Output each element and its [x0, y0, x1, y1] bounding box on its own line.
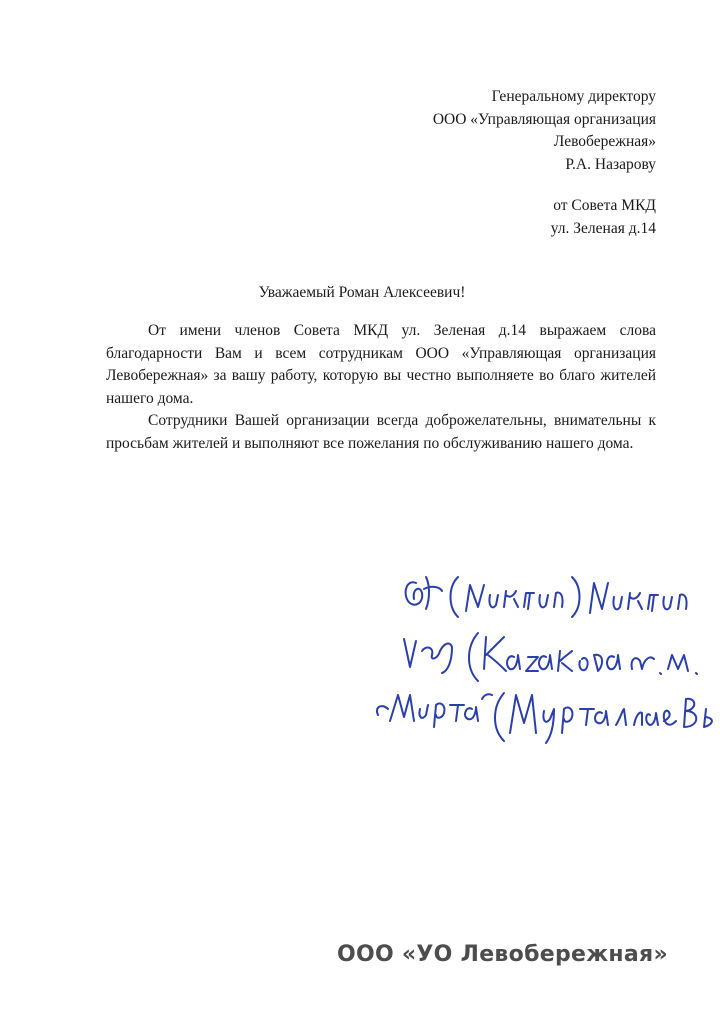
signature-mark	[406, 577, 442, 609]
signature-paren	[451, 577, 459, 617]
company-footer: ООО «УО Левобережная»	[336, 942, 668, 967]
handwritten-signatures	[368, 555, 724, 755]
signature-paren	[495, 693, 504, 741]
greeting: Уважаемый Роман Алексеевич!	[258, 284, 466, 301]
sender-line: ул. Зеленая д.14	[550, 219, 656, 237]
signatures-drawing	[368, 555, 724, 755]
addressee-line: ООО «Управляющая организация	[432, 110, 656, 128]
sender-line: от Совета МКД	[553, 197, 656, 214]
addressee-line: Левобережная»	[553, 133, 656, 150]
signature-text	[510, 695, 712, 743]
signature-paren	[469, 633, 478, 681]
signature-text	[484, 637, 697, 674]
signature-mark	[404, 639, 452, 673]
signature-text	[590, 583, 687, 613]
addressee-block	[433, 86, 656, 176]
signature-mark	[377, 694, 492, 727]
signature-paren	[572, 577, 580, 617]
addressee-line: Р.А. Назарову	[565, 155, 656, 173]
sender-block	[551, 195, 656, 240]
body-paragraph: От имени членов Совета МКД ул. Зеленая д.14 выражаем слова благодарности Вам и всем сотрудникам ООО «Управляющая организация Левобережная» за вашу работу, которую вы честно выполняете во благо жителей нашего дома.	[106, 322, 656, 407]
body-paragraph: Сотрудники Вашей организации всегда доброжелательны, внимательны к просьбам жителей и выполняют все пожелания по обслуживанию нашего дома.	[106, 412, 656, 452]
letter-body	[106, 320, 656, 455]
signature-text	[466, 585, 563, 611]
addressee-line: Генеральному директору	[491, 88, 656, 105]
